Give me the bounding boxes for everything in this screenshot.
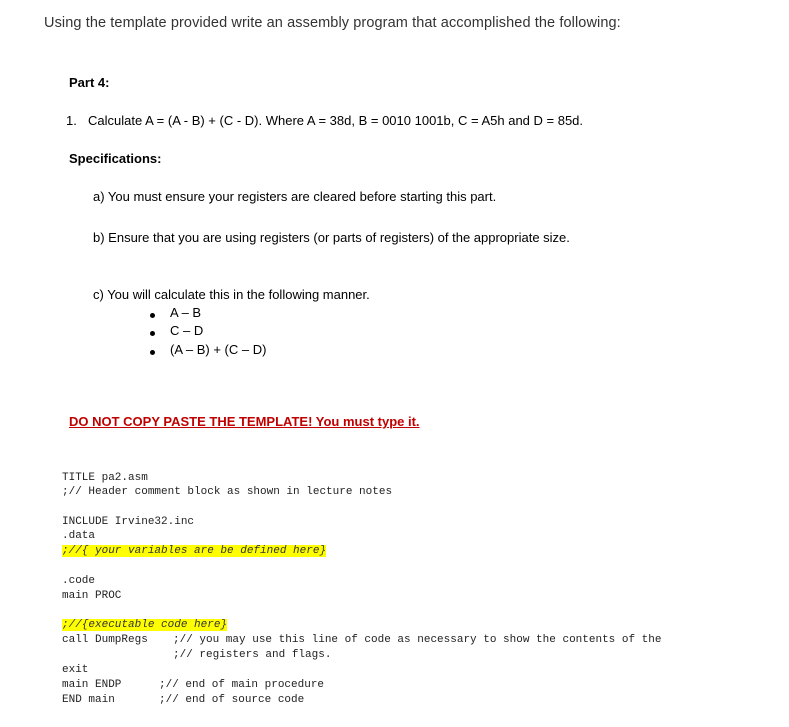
bullet-item-2: C – D xyxy=(170,323,204,338)
part-heading: Part 4: xyxy=(69,75,110,90)
code-comment: ;// registers and flags. xyxy=(173,649,332,661)
code-comment: ;// end of source code xyxy=(159,694,305,706)
code-line: main ENDP xyxy=(62,679,122,691)
bullet-item-3: (A – B) + (C – D) xyxy=(170,342,267,357)
code-line: .data xyxy=(62,530,96,542)
code-comment: ;// end of main procedure xyxy=(159,679,325,691)
code-line: call DumpRegs xyxy=(62,634,148,646)
bullet-icon xyxy=(150,331,155,336)
code-line: main PROC xyxy=(62,590,122,602)
bullet-icon xyxy=(150,350,155,355)
code-highlight: ;//{executable code here} xyxy=(62,619,228,631)
specifications-heading: Specifications: xyxy=(69,151,162,166)
spec-a: a) You must ensure your registers are cleared before starting this part. xyxy=(93,189,497,204)
code-line: exit xyxy=(62,664,89,676)
code-line: ;// Header comment block as shown in lecture notes xyxy=(62,486,393,498)
spec-c: c) You will calculate this in the following manner. xyxy=(93,287,370,302)
code-line: END main xyxy=(62,694,115,706)
code-comment: ;// you may use this line of code as necessary to show the contents of the xyxy=(173,634,662,646)
code-line: .code xyxy=(62,575,96,587)
intro-text: Using the template provided write an assembly program that accomplished the following: xyxy=(44,15,621,31)
code-highlight: ;//{ your variables are be defined here} xyxy=(62,545,327,557)
question-number: 1. xyxy=(66,113,77,128)
code-line: TITLE pa2.asm xyxy=(62,472,148,484)
code-line: INCLUDE Irvine32.inc xyxy=(62,516,195,528)
bullet-item-1: A – B xyxy=(170,305,202,320)
warning-text: DO NOT COPY PASTE THE TEMPLATE! You must type it. xyxy=(69,414,420,429)
question-text: Calculate A = (A - B) + (C - D). Where A = 38d, B = 0010 1001b, C = A5h and D = 85d. xyxy=(88,113,584,128)
spec-b: b) Ensure that you are using registers (or parts of registers) of the appropriate size. xyxy=(93,230,570,245)
bullet-icon xyxy=(150,313,155,318)
